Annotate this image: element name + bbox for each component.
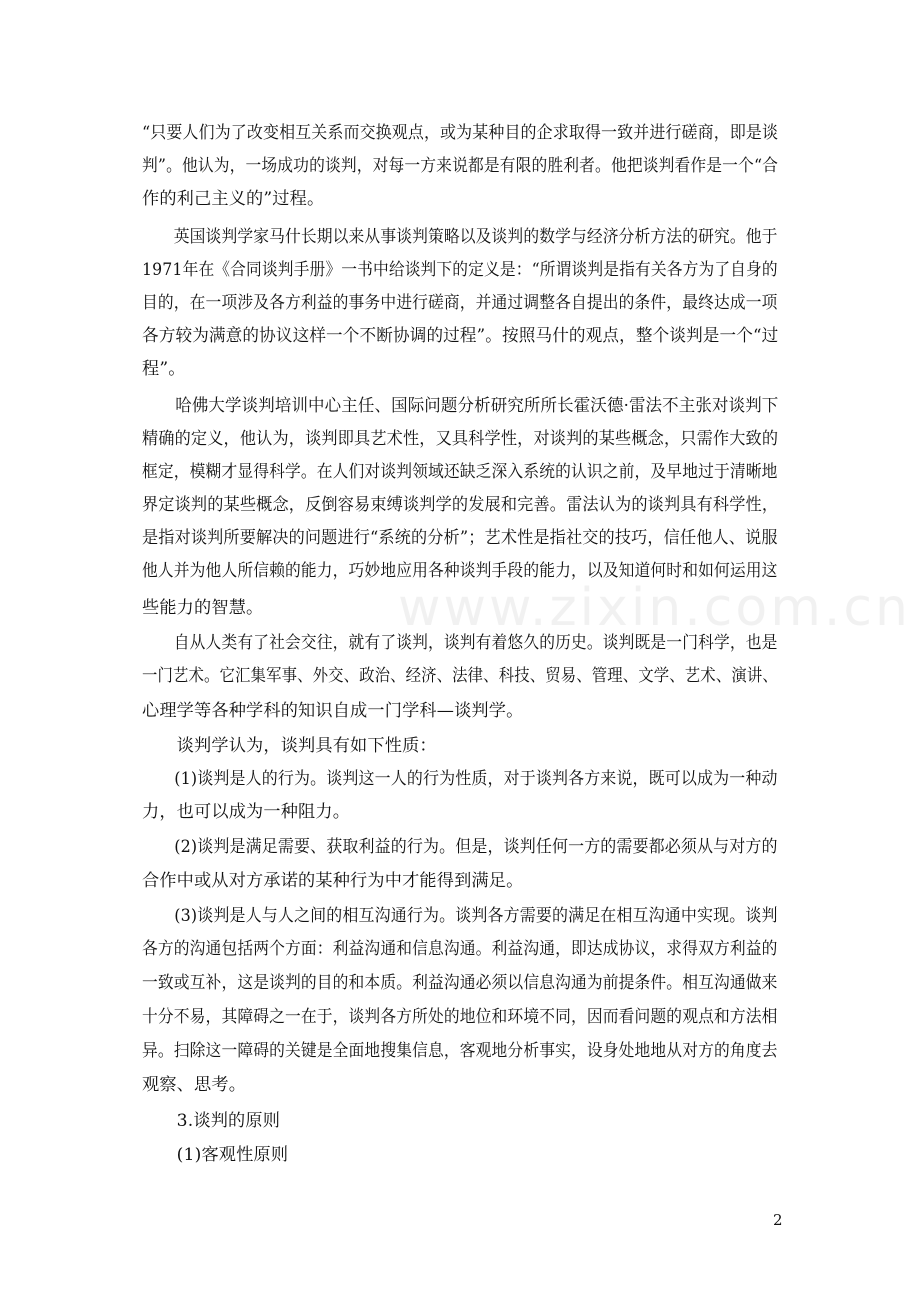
text-line: 英国谈判学家马什长期以来从事谈判策略以及谈判的数学与经济分析方法的研究。他于 bbox=[142, 227, 778, 247]
text-line: (2)谈判是满足需要、获取利益的行为。但是，谈判任何一方的需要都必须从与对方的 bbox=[142, 837, 778, 857]
text-line: 作的利己主义的”过程。 bbox=[142, 189, 325, 209]
text-line: 谈判学认为，谈判具有如下性质： bbox=[142, 736, 437, 756]
text-line: 精确的定义，他认为，谈判即具艺术性，又具科学性，对谈判的某些概念，只需作大致的 bbox=[142, 429, 779, 449]
text-line: 判”。他认为，一场成功的谈判，对每一方来说都是有限的胜利者。他把谈判看作是一个“合 bbox=[142, 156, 779, 176]
text-line: 1971年在《合同谈判手册》一书中给谈判下的定义是：“所谓谈判是指有关各方为了自身的 bbox=[142, 260, 778, 280]
watermark: www.zixin.com.cn bbox=[398, 578, 911, 638]
text-line: 他人并为他人所信赖的能力，巧妙地应用各种谈判手段的能力，以及知道何时和如何运用这 bbox=[142, 561, 778, 581]
text-line: 框定，模糊才显得科学。在人们对谈判领域还缺乏深入系统的认识之前，及早地过于清晰地 bbox=[142, 462, 778, 482]
text-line: (1)谈判是人的行为。谈判这一人的行为性质，对于谈判各方来说，既可以成为一种动 bbox=[142, 769, 778, 789]
text-line: 界定谈判的某些概念，反倒容易束缚谈判学的发展和完善。雷法认为的谈判具有科学性， bbox=[142, 495, 779, 515]
page-number: 2 bbox=[773, 1211, 783, 1229]
text-line: 目的，在一项涉及各方利益的事务中进行磋商，并通过调整各自提出的条件，最终达成一项 bbox=[142, 293, 778, 313]
text-line: 十分不易，其障碍之一在于，谈判各方所处的地位和环境不同，因而看问题的观点和方法相 bbox=[142, 1007, 778, 1027]
text-line: (3)谈判是人与人之间的相互沟通行为。谈判各方需要的满足在相互沟通中实现。谈判 bbox=[142, 906, 778, 926]
text-line: “只要人们为了改变相互关系而交换观点，或为某种目的企求取得一致并进行磋商，即是谈 bbox=[142, 123, 779, 143]
text-line: 哈佛大学谈判培训中心主任、国际问题分析研究所所长霍沃德·雷法不主张对谈判下 bbox=[142, 396, 779, 416]
text-line: 各方的沟通包括两个方面：利益沟通和信息沟通。利益沟通，即达成协议，求得双方利益的 bbox=[142, 939, 778, 959]
text-line: 异。扫除这一障碍的关键是全面地搜集信息，客观地分析事实，设身处地地从对方的角度去 bbox=[142, 1041, 778, 1061]
text-line: 一门艺术。它汇集军事、外交、政治、经济、法律、科技、贸易、管理、文学、艺术、演讲、 bbox=[142, 666, 778, 686]
text-line: 各方较为满意的协议这样一个不断协调的过程”。按照马什的观点，整个谈判是一个“过 bbox=[142, 326, 779, 346]
subsection-heading: (1)客观性原则 bbox=[142, 1145, 289, 1165]
section-heading: 3.谈判的原则 bbox=[142, 1111, 281, 1131]
text-line: 合作中或从对方承诺的某种行为中才能得到满足。 bbox=[142, 871, 524, 891]
text-line: 观察、思考。 bbox=[142, 1075, 247, 1095]
text-line: 程”。 bbox=[142, 359, 186, 379]
text-line: 力，也可以成为一种阻力。 bbox=[142, 802, 351, 822]
text-line: 一致或互补，这是谈判的目的和本质。利益沟通必须以信息沟通为前提条件。相互沟通做来 bbox=[142, 973, 778, 993]
text-line: 是指对谈判所要解决的问题进行“系统的分析”；艺术性是指社交的技巧，信任他人、说服 bbox=[142, 528, 778, 548]
text-line: 自从人类有了社会交往，就有了谈判，谈判有着悠久的历史。谈判既是一门科学，也是 bbox=[142, 633, 778, 653]
text-line: 心理学等各种学科的知识自成一门学科—谈判学。 bbox=[142, 701, 524, 721]
text-line: 些能力的智慧。 bbox=[142, 598, 264, 618]
